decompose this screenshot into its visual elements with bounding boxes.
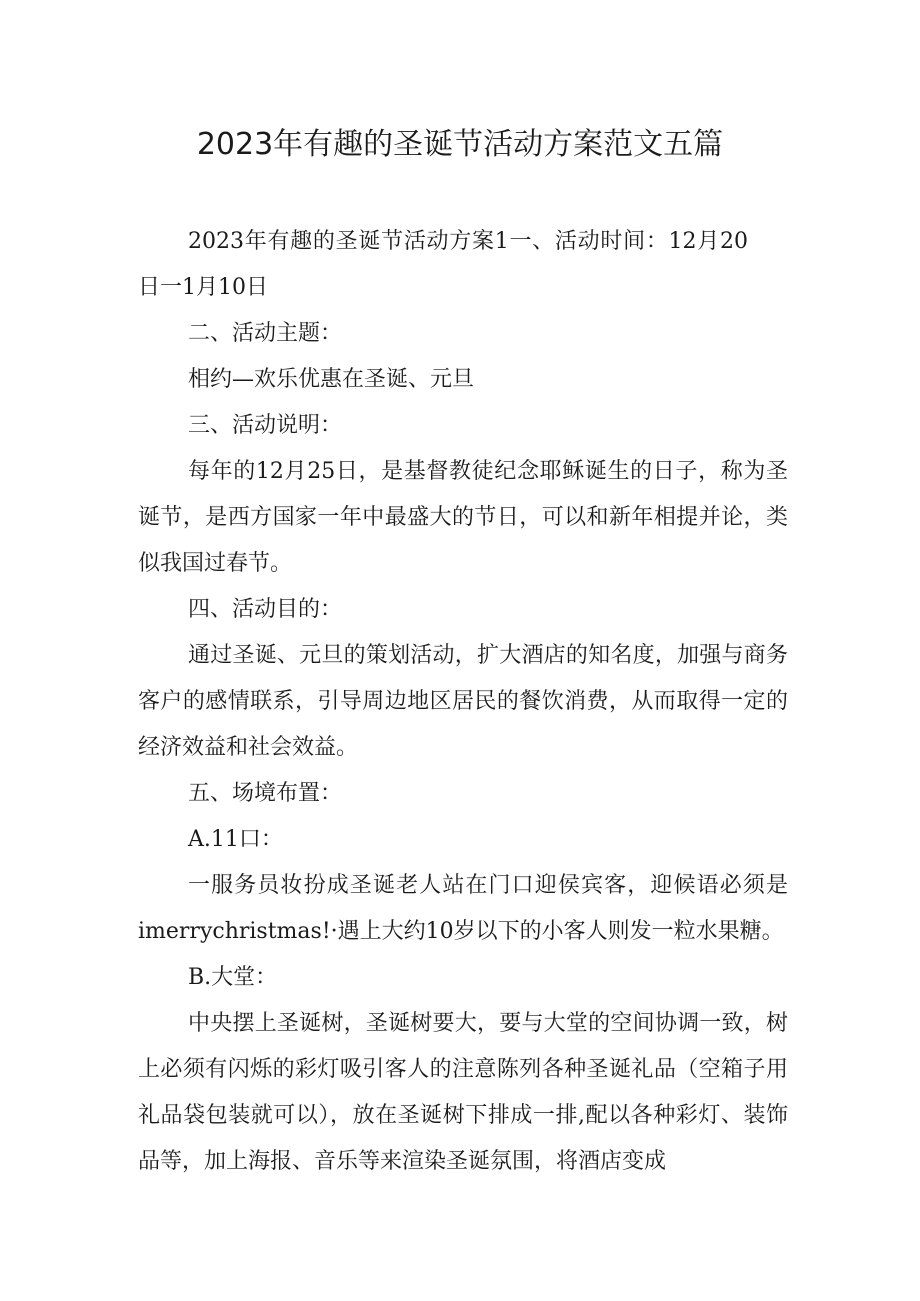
heading-scene-layout: 五、场境布置： <box>188 781 343 806</box>
subheading-entrance: A.11口： <box>188 827 283 852</box>
paragraph-lobby: 中央摆上圣诞树，圣诞树要大，要与大堂的空间协调一致，树上必须有闪烁的彩灯吸引客人的注意陈列各种圣诞礼品（空箱子用礼品袋包装就可以），放在圣诞树下排成一排,配以各种彩灯、装饰品等，加上海报、音乐等来渲染圣诞氛围，将酒店变成 <box>138 1011 788 1174</box>
document-body <box>138 219 788 1185</box>
paragraph-activity-time: 2023年有趣的圣诞节活动方案1一、活动时间：12月20日一1月10日 <box>138 229 748 300</box>
subheading-lobby: B.大堂： <box>188 965 278 990</box>
paragraph-activity-description: 每年的12月25日，是基督教徒纪念耶稣诞生的日子，称为圣诞节，是西方国家一年中最盛大的节日，可以和新年相提并论，类似我国过春节。 <box>138 459 788 576</box>
heading-activity-description: 三、活动说明： <box>188 413 343 438</box>
paragraph-entrance: 一服务员妆扮成圣诞老人站在门口迎侯宾客，迎候语必须是imerrychristmas!·遇上大约10岁以下的小客人则发一粒水果糖。 <box>138 873 788 944</box>
paragraph-activity-purpose: 通过圣诞、元旦的策划活动，扩大酒店的知名度，加强与商务客户的感情联系，引导周边地区居民的餐饮消费，从而取得一定的经济效益和社会效益。 <box>138 643 788 760</box>
heading-activity-theme: 二、活动主题： <box>188 321 343 346</box>
heading-activity-purpose: 四、活动目的： <box>188 597 343 622</box>
paragraph-activity-theme: 相约—欢乐优惠在圣诞、元旦 <box>188 367 475 392</box>
document-title: 2023年有趣的圣诞节活动方案范文五篇 <box>196 127 724 162</box>
